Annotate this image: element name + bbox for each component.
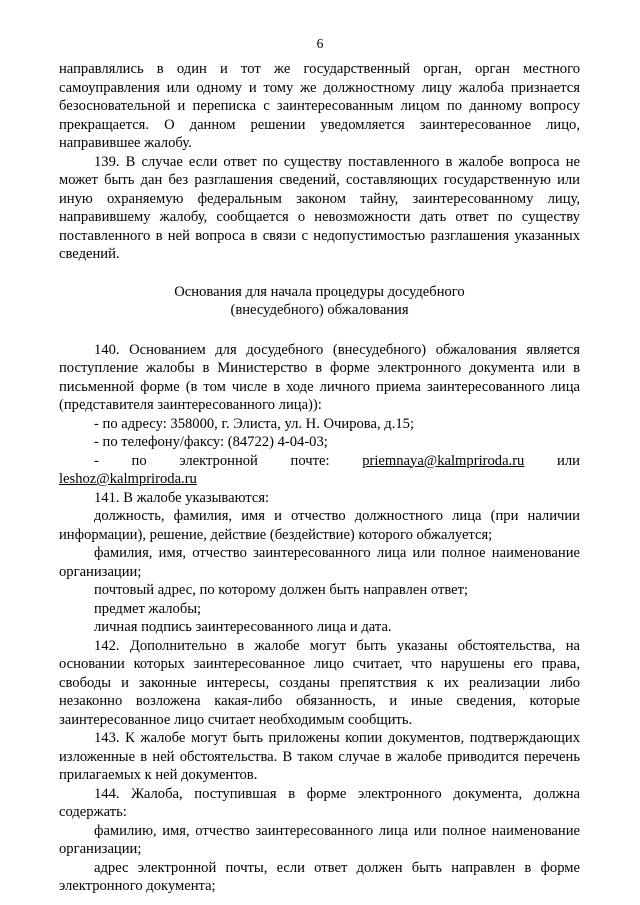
complaint-field-signature: личная подпись заинтересованного лица и дата. (94, 619, 392, 635)
electronic-field-email: адрес электронной почты, если ответ должен быть направлен в форме электронного документа; (59, 859, 580, 894)
complaint-field-official: должность, фамилия, имя и отчество должностного лица (при наличии информации), решение, действие (бездействие) которого обжалуется; (59, 508, 580, 543)
email-dash: - (94, 452, 99, 469)
email-word-electronic: электронной (179, 452, 258, 469)
section-heading-line-1: Основания для начала процедуры досудебного (174, 283, 465, 300)
phone-item: - по телефону/факсу: (84722) 4-04-03; (94, 434, 328, 450)
document-body (59, 60, 580, 896)
complaint-field-subject: предмет жалобы; (94, 600, 202, 617)
email-link-priemnaya[interactable]: priemnaya@kalmpriroda.ru (362, 452, 525, 469)
email-word-ili: или (557, 452, 580, 469)
section-heading (59, 283, 580, 320)
email-word-pochte: почте: (290, 452, 330, 469)
paragraph-138-continuation: направлялись в один и тот же государственный орган, орган местного самоуправления или одному и тому же должностному лицу жалоба признается безосновательной и переписка с заинтересованным лицом по данному вопросу прекращается. О данном решении уведомляется заинтересованное лицо, направившее жалобу. (59, 61, 580, 151)
section-heading-line-2: (внесудебного) обжалования (230, 302, 409, 318)
page-number: 6 (316, 36, 324, 51)
paragraph-144: 144. Жалоба, поступившая в форме электронного документа, должна содержать: (59, 785, 580, 820)
email-item-continuation (59, 470, 580, 489)
complaint-field-name: фамилия, имя, отчество заинтересованного лица или полное наименование организации; (59, 545, 580, 580)
paragraph-143: 143. К жалобе могут быть приложены копии документов, подтверждающих изложенные в ней обстоятельства. В таком случае в жалобе приводится перечень прилагаемых к ней документов. (59, 730, 580, 783)
paragraph-142: 142. Дополнительно в жалобе могут быть указаны обстоятельства, на основании которых заинтересованное лицо считает, что нарушены его права, свободы и законные интересы, созданы препятствия к их реализации либо незаконно возложена какая-либо обязанность, и иные сведения, которые заинтересованное лицо считает необходимым сообщить. (59, 637, 580, 728)
complaint-field-address: почтовый адрес, по которому должен быть направлен ответ; (94, 582, 469, 598)
email-item (59, 452, 580, 471)
paragraph-140: 140. Основанием для досудебного (внесудебного) обжалования является поступление жалобы в Министерство в форме электронного документа или в письменной форме (в том числе в ходе личного приема заинтересованного лица (представителя заинтересованного лица)): (59, 341, 580, 413)
address-item: - по адресу: 358000, г. Элиста, ул. Н. Очирова, д.15; (94, 415, 414, 432)
email-word-po: по (131, 452, 147, 469)
email-link-leshoz[interactable]: leshoz@kalmpriroda.ru (59, 471, 197, 487)
paragraph-141: 141. В жалобе указываются: (94, 489, 270, 506)
paragraph-139: 139. В случае если ответ по существу поставленного в жалобе вопроса не может быть дан без разглашения сведений, составляющих государственную или иную охраняемую федеральным законом тайну, заинтересованному лицу, направившему жалобу, сообщается о невозможности дать ответ по существу поставленного в ней вопроса в связи с недопустимостью разглашения указанных сведений. (59, 153, 580, 262)
electronic-field-name: фамилию, имя, отчество заинтересованного лица или полное наименование организации; (59, 822, 580, 857)
